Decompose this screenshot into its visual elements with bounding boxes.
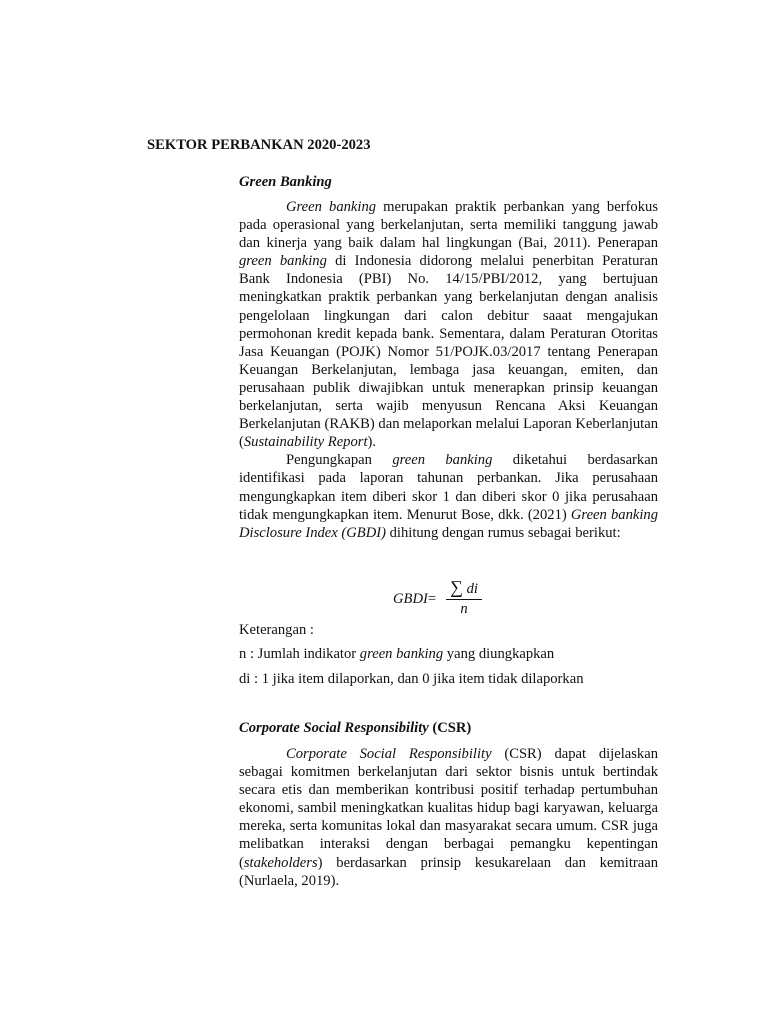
green-banking-section [239,174,658,191]
document-header: SEKTOR PERBANKAN 2020-2023 [147,137,371,153]
di-definition: di : 1 jika item dilaporkan, dan 0 jika item tidak dilaporkan [239,671,584,687]
green-banking-heading: Green Banking [239,174,332,190]
n-definition-row [239,645,658,663]
formula-numerator: ∑ di [446,577,482,600]
formula-lhs: GBDI= [393,591,437,607]
di-definition-row [239,670,658,688]
keterangan-label: Keterangan : [239,622,314,638]
formula-denominator: n [460,601,468,617]
csr-body [239,745,658,890]
gbdi-formula [393,575,513,625]
formula-fraction [446,577,482,618]
csr-paragraph-1: Corporate Social Responsibility (CSR) dapat dijelaskan sebagai komitmen berkelanjutan dari sektor bisnis untuk bertindak secara etis dan memberikan kontribusi positif terhadap pertumbuhan ekonomi, sambil meningkatkan kualitas hidup bagi karyawan, keluarga mereka, serta komunitas lokal dan masyarakat secara umum. CSR juga melibatkan interaksi dengan berbagai pemangku kepentingan (stakeholders) berdasarkan prinsip kesukarelaan dan kemitraan (Nurlaela, 2019). [239,746,658,889]
green-banking-paragraph-2: Pengungkapan green banking diketahui berdasarkan identifikasi pada laporan tahunan perbankan. Jika perusahaan mengungkapkan item diberi skor 1 dan diberi skor 0 jika perusahaan tidak mengungkapkan item. Menurut Bose, dkk. (2021) Green banking Disclosure Index (GBDI) dihitung dengan rumus sebagai berikut: [239,452,658,541]
sigma-symbol: ∑ [450,577,463,597]
csr-section [239,720,658,737]
csr-heading: Corporate Social Responsibility (CSR) [239,720,472,736]
green-banking-paragraph-1: Green banking merupakan praktik perbankan yang berfokus pada operasional yang berkelanjutan, serta memiliki tanggung jawab dan kinerja yang baik dalam hal lingkungan (Bai, 2011). Penerapan green banking di Indonesia didorong melalui penerbitan Peraturan Bank Indonesia (PBI) No. 14/15/PBI/2012, yang bertujuan meningkatkan praktik perbankan yang berkelanjutan dengan analisis pengelolaan lingkungan dari calon debitur saaat mengajukan permohonan kredit kepada bank. Sementara, dalam Peraturan Otoritas Jasa Keuangan (POJK) Nomor 51/POJK.03/2017 tentang Penerapan Keuangan Berkelanjutan, lembaga jasa keuangan, emiten, dan perusahaan publik diwajibkan untuk menerapkan prinsip keuangan berkelanjutan, serta wajib menyusun Rencana Aksi Keuangan Berkelanjutan (RAKB) dan melaporkan melalui Laporan Keberlanjutan (Sustainability Report). [239,199,659,451]
n-definition: n : Jumlah indikator green banking yang diungkapkan [239,646,555,662]
keterangan-block [239,621,658,639]
green-banking-body [239,198,658,542]
